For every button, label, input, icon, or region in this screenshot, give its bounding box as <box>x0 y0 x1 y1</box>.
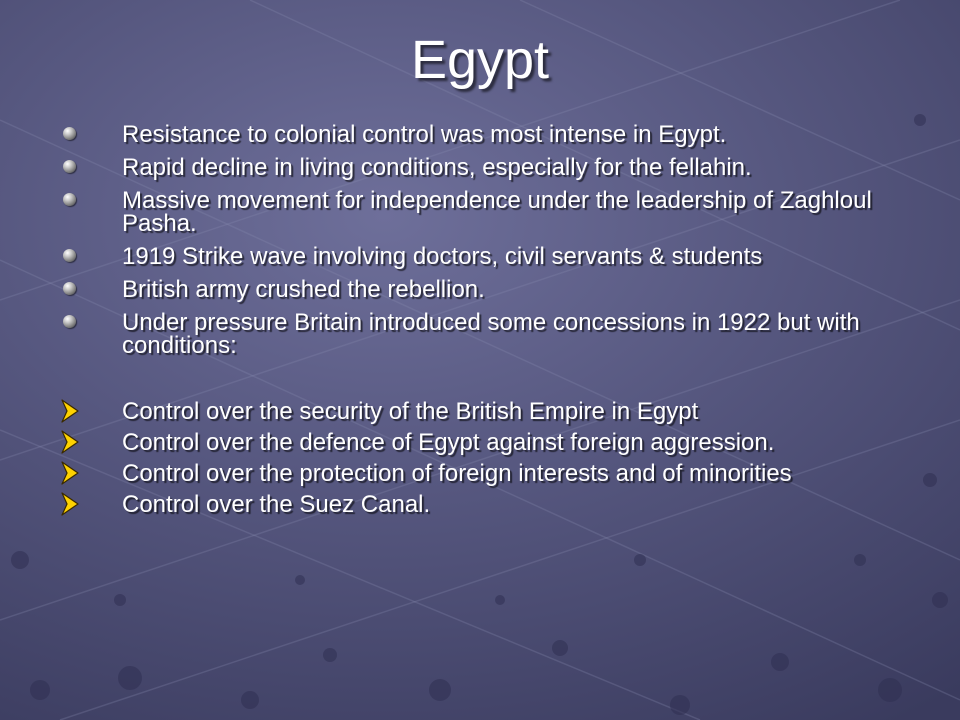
bullet-item <box>0 189 960 235</box>
condition-text: Control over the security of the British Empire in Egypt <box>122 398 699 425</box>
bullet-text: 1919 Strike wave involving doctors, civil servants & students <box>122 243 763 270</box>
arrow-bullet-icon <box>60 399 80 423</box>
arrow-bullet-icon <box>60 430 80 454</box>
condition-text: Control over the defence of Egypt against foreign aggression. <box>122 429 775 456</box>
condition-text: Control over the protection of foreign interests and of minorities <box>122 460 792 487</box>
bullet-item <box>0 245 960 268</box>
bullet-text: Massive movement for independence under the leadership of Zaghloul Pasha. <box>122 187 872 237</box>
sphere-bullet-icon <box>63 127 76 140</box>
sphere-bullet-icon <box>63 160 76 173</box>
sphere-bullet-icon <box>63 282 76 295</box>
slide-title: Egypt <box>410 30 550 90</box>
bullet-text: Rapid decline in living conditions, especially for the fellahin. <box>122 154 752 181</box>
condition-item <box>0 493 960 516</box>
sphere-bullet-icon <box>63 249 76 262</box>
condition-item <box>0 431 960 454</box>
bullet-item <box>0 278 960 301</box>
condition-list <box>0 400 960 524</box>
condition-item <box>0 462 960 485</box>
condition-text: Control over the Suez Canal. <box>122 491 431 518</box>
bullet-item <box>0 311 960 357</box>
bullet-list <box>0 123 960 367</box>
sphere-bullet-icon <box>63 315 76 328</box>
arrow-bullet-icon <box>60 461 80 485</box>
arrow-bullet-icon <box>60 492 80 516</box>
bullet-item <box>0 156 960 179</box>
sphere-bullet-icon <box>63 193 76 206</box>
bullet-item <box>0 123 960 146</box>
bullet-text: British army crushed the rebellion. <box>122 276 485 303</box>
condition-item <box>0 400 960 423</box>
bullet-text: Under pressure Britain introduced some concessions in 1922 but with conditions: <box>122 309 860 359</box>
bullet-text: Resistance to colonial control was most intense in Egypt. <box>122 121 727 148</box>
